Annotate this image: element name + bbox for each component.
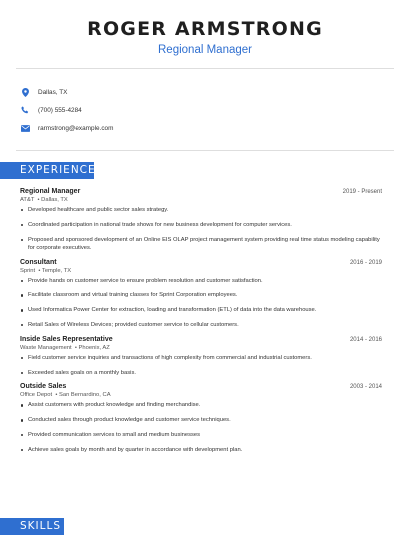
contact-location-text: Dallas, TX [38,88,68,96]
job-bullet: Proposed and sponsored development of an Online EIS OLAP project management system providing real time status modeling capability for corporate executives. [20,236,382,253]
job-bullet: Achieve sales goals by month and by quarter in accordance with development plan. [20,446,382,454]
job-company-line: AT&T • Dallas, TX [20,197,68,203]
job-location: Phoenix, AZ [78,344,110,351]
job-location: Temple, TX [41,267,72,274]
job-bullet: Used Informatica Power Center for extraction, loading and transformation (ETL) of data into the data warehouse. [20,306,382,314]
job-bullet: Exceeded sales goals on a monthly basis. [20,369,382,377]
job-bullet: Assist customers with product knowledge and finding merchandise. [20,401,382,409]
candidate-name: ROGER ARMSTRONG [87,18,323,40]
job-title: Regional Manager [20,188,81,195]
job-entry [20,188,382,252]
job-dates: 2019 - Present [342,189,382,195]
job-dates: 2014 - 2016 [349,336,382,343]
location-pin-icon [20,87,30,97]
job-bullet: Conducted sales through product knowledge and customer service techniques. [20,416,382,424]
contact-email [20,119,113,137]
job-bullet: Provide hands on customer service to ensure problem resolution and customer satisfaction. [20,277,382,285]
job-title: Inside Sales Representative [20,335,113,343]
job-title: Consultant [20,258,57,266]
divider-top [16,68,394,69]
job-dates: 2016 - 2019 [349,259,382,266]
job-bullet: Developed healthcare and public sector sales strategy. [20,206,382,214]
job-company: Office Depot [20,392,53,399]
job-company: Waste Management [20,344,72,351]
job-company: AT&T [20,197,35,203]
job-location: San Bernardino, CA [59,392,111,399]
job-company-line: Office Depot • San Bernardino, CA [20,392,111,399]
divider-mid [16,150,394,151]
resume-header [0,0,410,56]
job-title: Outside Sales [20,383,67,391]
job-entry [20,259,382,330]
job-company-line: Sprint • Temple, TX [20,267,72,274]
contact-phone [20,101,113,119]
contact-phone-text: (700) 555-4284 [38,106,82,114]
contact-email-text: rarmstrong@example.com [38,124,114,132]
email-icon [20,123,30,133]
contact-location [20,83,113,101]
job-bullet: Retail Sales of Wireless Devices; provided customer service to cellular customers. [20,321,382,329]
experience-list [20,188,382,461]
job-dates: 2003 - 2014 [349,384,382,391]
job-company: Sprint [20,267,36,274]
job-bullet: Coordinated participation in national trade shows for new business development for computer services. [20,221,382,229]
section-experience-heading: EXPERIENCE [0,162,94,179]
job-bullet: Field customer service inquiries and transactions of high complexity from commercial and industrial customers. [20,354,382,362]
job-entry [20,383,382,454]
job-bullet: Provided communication services to small and medium businesses [20,431,382,439]
candidate-title: Regional Manager [158,44,252,56]
job-bullet: Facilitate classroom and virtual training classes for Sprint Corporation employees. [20,291,382,299]
contact-list [20,83,113,137]
job-entry [20,336,382,377]
section-skills-heading: SKILLS [0,518,64,535]
job-company-line: Waste Management • Phoenix, AZ [20,344,110,351]
job-location: Dallas, TX [41,197,68,203]
phone-icon [20,105,30,115]
